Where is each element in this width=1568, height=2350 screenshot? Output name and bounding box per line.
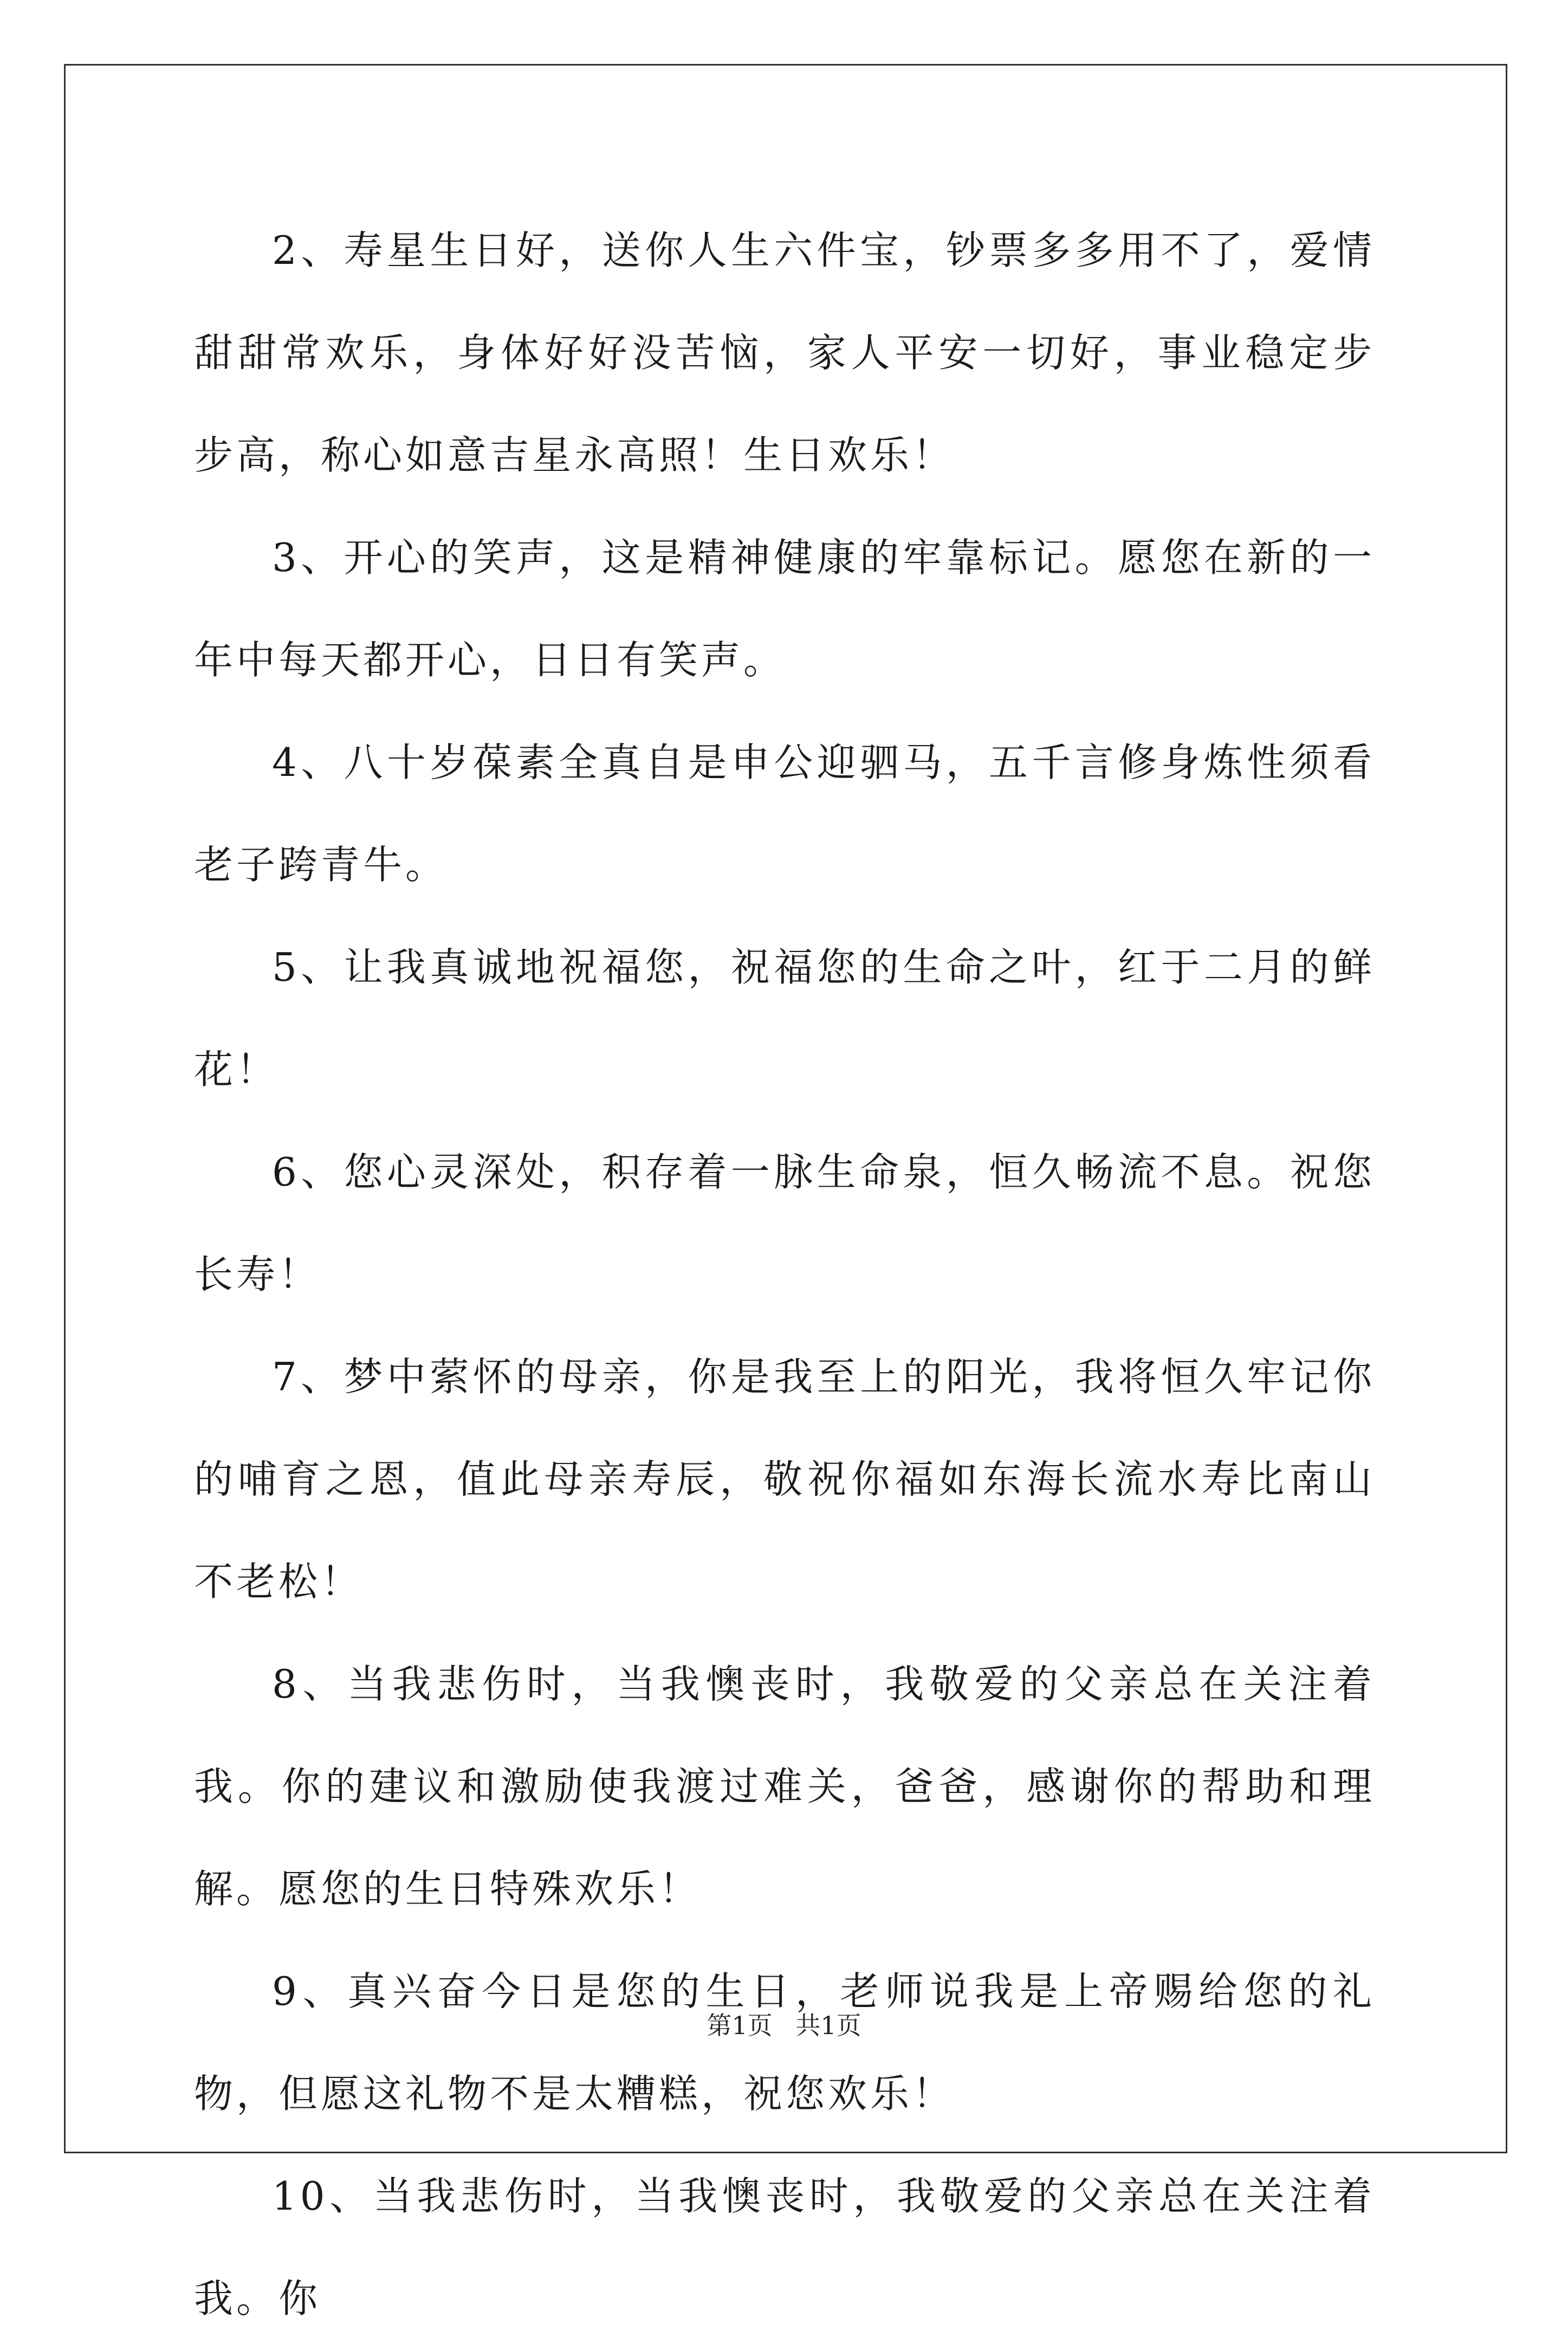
- paragraph-10: 10、当我悲伤时，当我懊丧时，我敬爱的父亲总在关注着我。你: [194, 2173, 1375, 2321]
- page-number-current: 第1页: [707, 2011, 773, 2040]
- paragraph-6: 6、您心灵深处，积存着一脉生命泉，恒久畅流不息。祝您长寿！: [194, 1149, 1375, 1297]
- paragraph-7: 7、梦中萦怀的母亲，你是我至上的阳光，我将恒久牢记你的哺育之恩，值此母亲寿辰，敬祝你福如东海长流水寿比南山不老松！: [194, 1354, 1375, 1604]
- page-number-total: 共1页: [795, 2011, 861, 2040]
- paragraph-8: 8、当我悲伤时，当我懊丧时，我敬爱的父亲总在关注着我。你的建议和激励使我渡过难关，爸爸，感谢你的帮助和理解。愿您的生日特殊欢乐！: [194, 1661, 1375, 1912]
- page-footer: [0, 2009, 1568, 2042]
- paragraph-5: 5、让我真诚地祝福您，祝福您的生命之叶，红于二月的鲜花！: [194, 944, 1375, 1092]
- paragraph-4: 4、八十岁葆素全真自是申公迎驷马，五千言修身炼性须看老子跨青牛。: [194, 740, 1375, 888]
- paragraph-9: 9、真兴奋今日是您的生日，老师说我是上帝赐给您的礼物，但愿这礼物不是太糟糕，祝您欢乐！: [194, 1969, 1375, 2116]
- paragraph-2: 2、寿星生日好，送你人生六件宝，钞票多多用不了，爱情甜甜常欢乐，身体好好没苦恼，家人平安一切好，事业稳定步步高，称心如意吉星永高照！生日欢乐！: [194, 228, 1375, 478]
- paragraph-3: 3、开心的笑声，这是精神健康的牢靠标记。愿您在新的一年中每天都开心，日日有笑声。: [194, 535, 1375, 683]
